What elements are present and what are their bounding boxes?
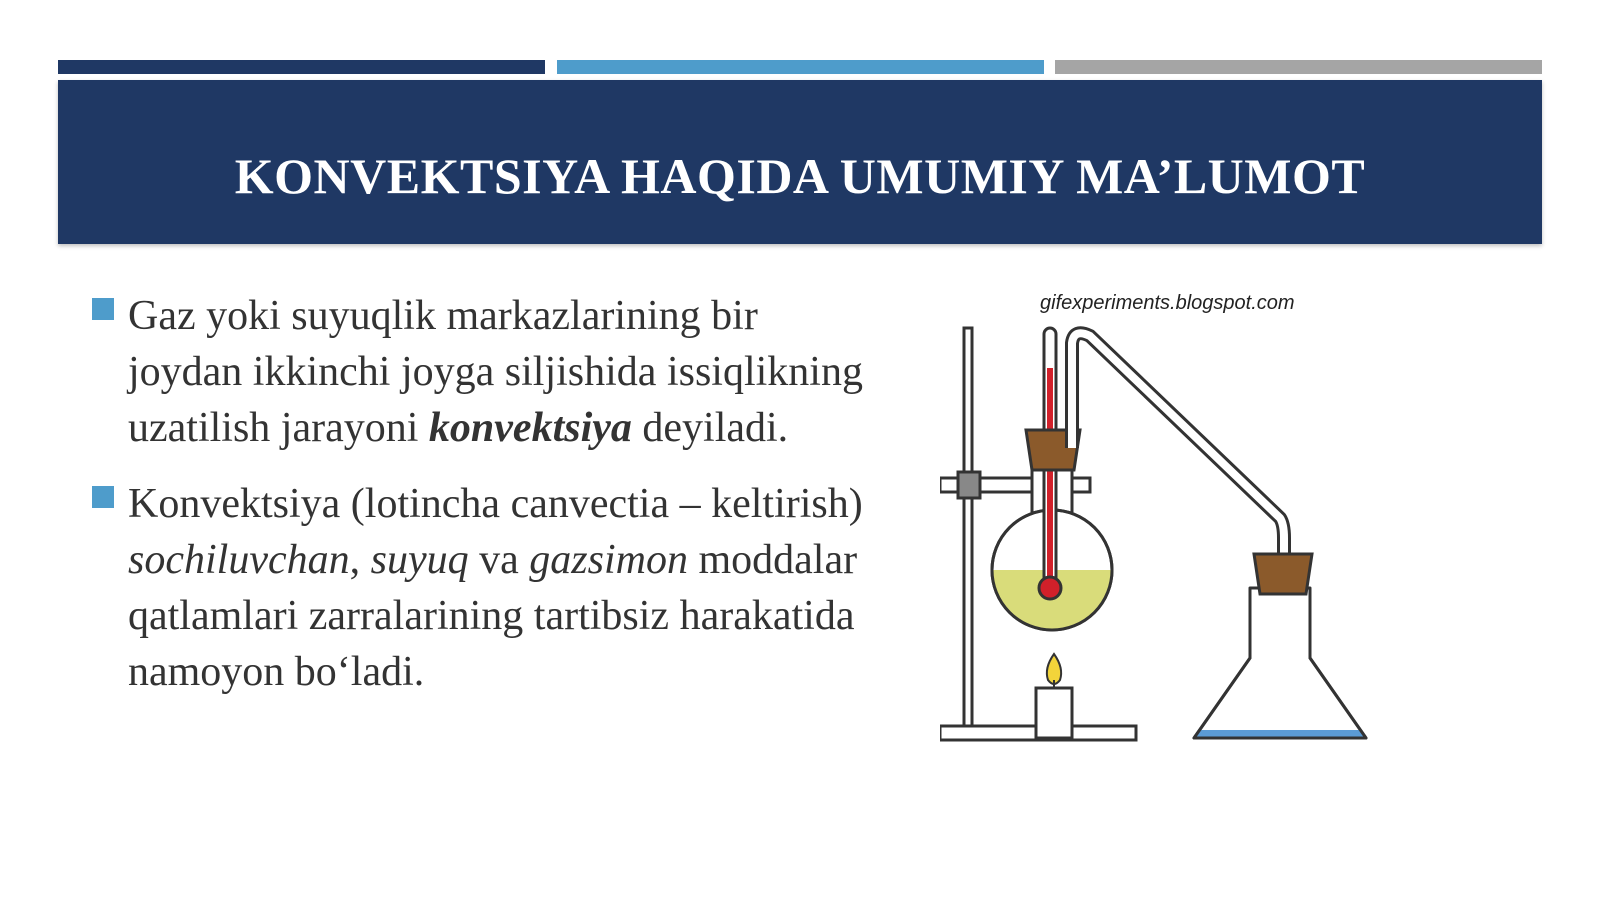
bullet-list [92, 288, 872, 720]
image-credit: gifexperiments.blogspot.com [1040, 292, 1295, 314]
accent-bar-gray [1055, 60, 1542, 74]
distillation-apparatus-icon [940, 288, 1390, 768]
accent-bar-dark [58, 60, 545, 74]
bullet-italic: sochiluvchan [128, 537, 350, 583]
bullet-text [128, 288, 872, 456]
distillation-figure [940, 288, 1390, 768]
bullet-square-icon [92, 298, 114, 320]
bullet-text-part: moddalar qatlamlari zarralarining tartibsiz harakatida namoyon bo‘ladi. [128, 537, 858, 695]
slide-title: KONVEKTSIYA HAQIDA UMUMIY MA’LUMOT [234, 148, 1366, 204]
bullet-text-part: Konvektsiya (lotincha canvectia – keltirish) [128, 481, 863, 527]
bullet-italic: gazsimon [529, 537, 688, 583]
bullet-text-part: , [349, 537, 371, 583]
bullet-text-part: va [468, 537, 530, 583]
bullet-italic: suyuq [370, 537, 469, 583]
title-band [58, 80, 1542, 244]
bullet-term: konvektsiya [428, 405, 632, 451]
accent-bar-blue [557, 60, 1044, 74]
bullet-text [128, 476, 872, 700]
bullet-text-part: Gaz yoki suyuqlik markazlarining bir joydan ikkinchi joyga siljishida issiqlikning uzatilish jarayoni [128, 293, 863, 451]
bullet-item [92, 476, 872, 700]
bullet-square-icon [92, 486, 114, 508]
bullet-text-part: deyiladi. [631, 405, 789, 451]
bullet-item [92, 288, 872, 456]
